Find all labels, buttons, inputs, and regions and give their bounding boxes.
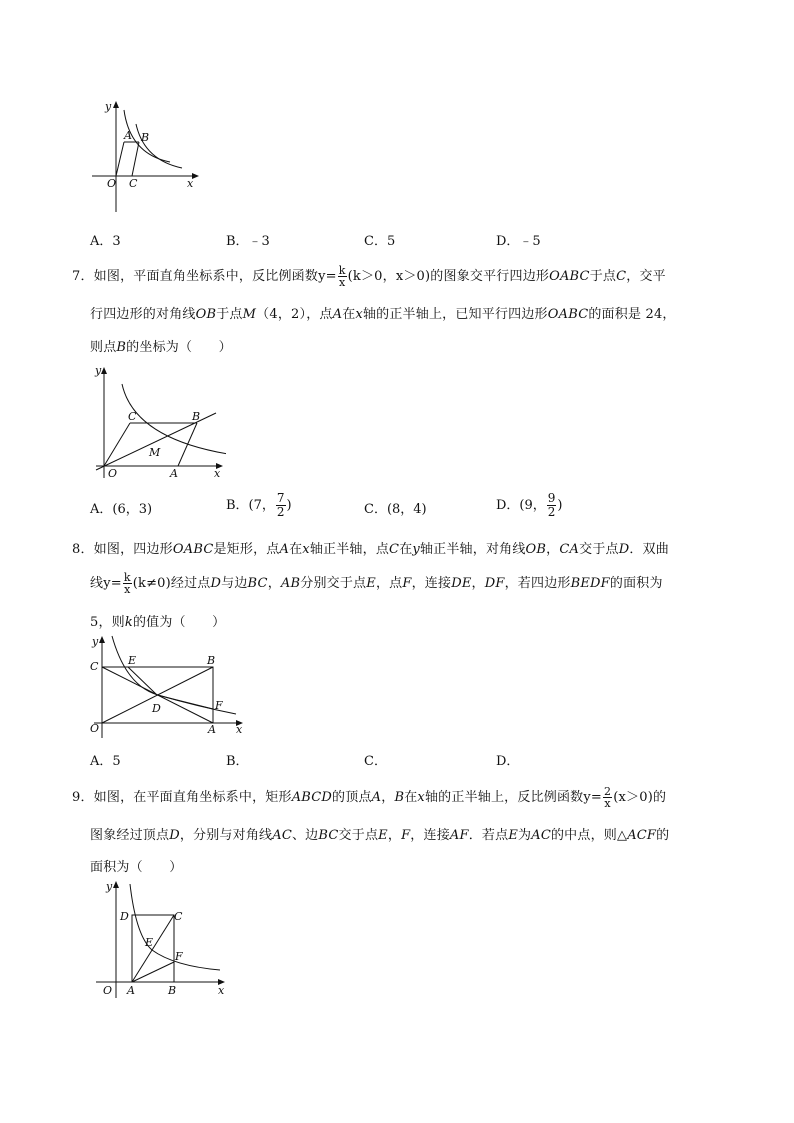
- q7-label-b: B: [192, 410, 201, 423]
- q8-label-y: y: [92, 635, 99, 648]
- q6-label-y: y: [105, 100, 112, 113]
- q7-option-d-fraction: $\frac{9}{2}$: [547, 491, 556, 519]
- q6-figure: [86, 98, 206, 218]
- q8-label-f: F: [215, 699, 223, 712]
- q9-label-o: O: [103, 984, 113, 997]
- q8-label-b: B: [207, 654, 216, 667]
- q9-line-2: 图象经过顶点D，分别与对角线AC、边BC交于点E，F，连接AF．若点E为AC的中点，则△ACF的: [90, 828, 670, 843]
- q7-figure: [86, 362, 226, 482]
- q6-option-b[interactable]: B．﹣3: [226, 234, 270, 249]
- q7-option-b-fraction: $\frac{7}{2}$: [276, 491, 285, 519]
- q8-option-c[interactable]: C．: [364, 754, 387, 769]
- q8-label-a: A: [208, 723, 216, 736]
- q9-label-b: B: [168, 984, 177, 997]
- q6-label-b: B: [141, 131, 150, 144]
- q9-figure: [90, 878, 230, 1000]
- q9-label-c: C: [174, 910, 183, 923]
- q8-label-c: C: [90, 660, 99, 673]
- q8-figure: [86, 634, 246, 740]
- q6-label-a: A: [124, 129, 132, 142]
- q8-number: 8．: [72, 542, 94, 557]
- q9-label-f: F: [175, 950, 183, 963]
- q9-label-x: x: [218, 984, 225, 997]
- q7-option-c[interactable]: C．(8，4): [364, 502, 427, 517]
- q8-option-a[interactable]: A．5: [90, 754, 121, 769]
- q6-label-c: C: [129, 177, 138, 190]
- q8-line-2: 线y= $\frac{k}{x}$ (k≠0)经过点D与边BC，AB分别交于点E，点F，连接DE，DF，若四边形BEDF的面积为: [90, 571, 663, 596]
- q7-label-o: O: [108, 467, 118, 480]
- q7-number: 7．: [72, 269, 94, 284]
- q7-fraction: $\frac{k}{x}$: [338, 264, 346, 289]
- q8-label-e: E: [128, 654, 137, 667]
- q7-line-1: 7．如图，平面直角坐标系中，反比例函数y= $\frac{k}{x}$ (k＞0，x＞0)的图象交平行四边形OABC于点C，交平: [72, 264, 666, 289]
- q9-label-e: E: [145, 936, 154, 949]
- q8-line-1: 8．如图，四边形OABC是矩形，点A在x轴正半轴，点C在y轴正半轴，对角线OB，CA交于点D．双曲: [72, 542, 669, 557]
- q7-label-x: x: [214, 467, 221, 480]
- q6-option-d[interactable]: D．﹣5: [496, 234, 541, 249]
- q7-label-c: C: [128, 410, 137, 423]
- q7-line-3: 则点B的坐标为（ ）: [90, 340, 232, 355]
- q7-label-m: M: [149, 446, 161, 459]
- q7-line-2: 行四边形的对角线OB于点M（4，2），点A在x轴的正半轴上，已知平行四边形OABC的面积是 24，: [90, 307, 676, 322]
- q8-option-d[interactable]: D．: [496, 754, 520, 769]
- q6-option-c[interactable]: C．5: [364, 234, 396, 249]
- q8-label-o: O: [90, 722, 100, 735]
- q7-option-d[interactable]: D．(9， $\frac{9}{2}$ ): [496, 491, 563, 519]
- q8-label-d: D: [152, 702, 161, 715]
- q9-label-a: A: [127, 984, 135, 997]
- q8-option-b[interactable]: B．: [226, 754, 249, 769]
- q6-label-x: x: [187, 177, 194, 190]
- q9-label-y: y: [106, 880, 113, 893]
- q6-option-a[interactable]: A．3: [90, 234, 121, 249]
- q7-option-b[interactable]: B．(7， $\frac{7}{2}$ ): [226, 491, 292, 519]
- q7-label-a: A: [170, 467, 178, 480]
- q8-line-3: 5，则k的值为（ ）: [90, 615, 226, 630]
- q9-line-3: 面积为（ ）: [90, 860, 183, 875]
- q6-label-o: O: [107, 177, 117, 190]
- q9-fraction: $\frac{2}{x}$: [604, 785, 612, 810]
- q8-fraction: $\frac{k}{x}$: [123, 571, 131, 596]
- q8-label-x: x: [236, 723, 243, 736]
- q7-label-y: y: [95, 364, 102, 377]
- q9-label-d: D: [120, 910, 129, 923]
- q9-line-1: 9．如图，在平面直角坐标系中，矩形ABCD的顶点A，B在x轴的正半轴上，反比例函数y= $\frac{2}{x}$ (x＞0)的: [72, 785, 667, 810]
- q7-option-a[interactable]: A．(6，3): [90, 502, 153, 517]
- q9-number: 9．: [72, 790, 94, 805]
